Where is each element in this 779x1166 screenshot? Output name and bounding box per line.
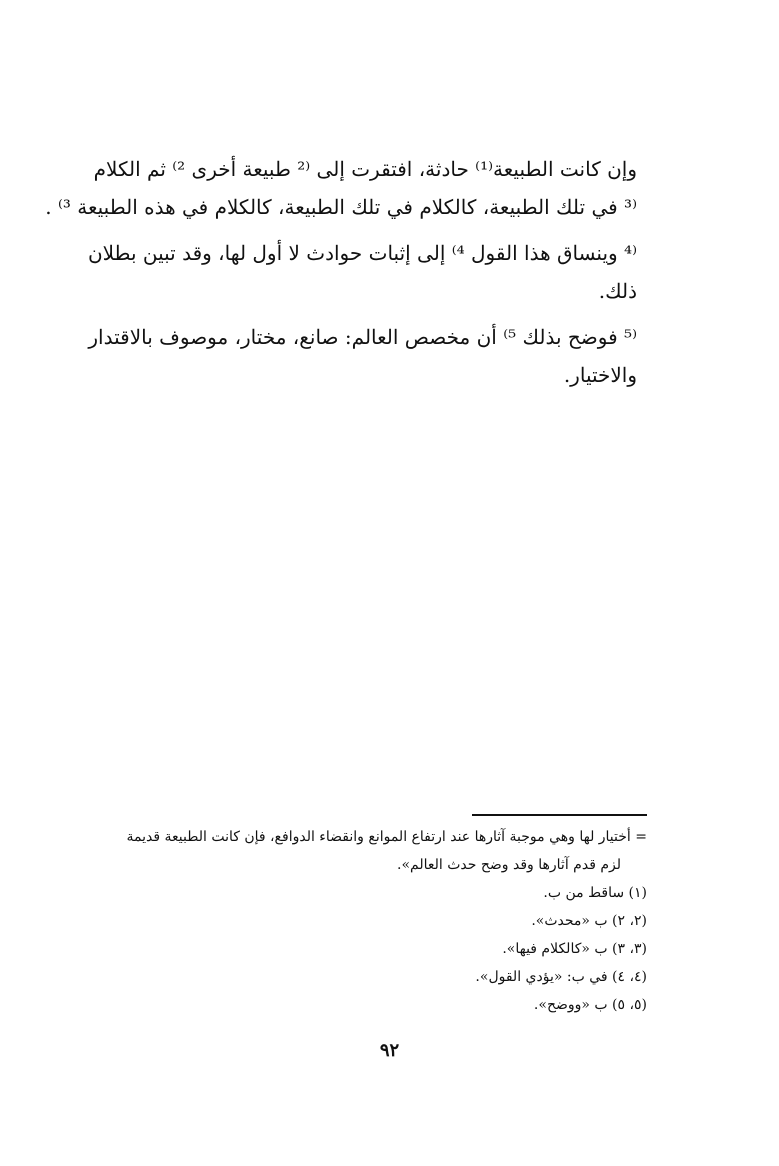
footnote-separator (472, 814, 647, 816)
footnote-continuation (87, 823, 647, 879)
footnote-item: (٢، ٢) ب «محدث». (531, 913, 647, 929)
footnote-line: لزم قدم آثارها وقد وضح حدث العالم». (397, 857, 621, 873)
page-number: ٩٢ (379, 1040, 400, 1061)
footnote-item: (١) ساقط من ب. (543, 885, 647, 901)
footnote-item: (٤، ٤) في ب: «يؤدي القول». (475, 969, 647, 985)
text-line: ذلك. (598, 279, 637, 303)
main-text (45, 150, 637, 402)
text-line: ⁽⁵ فوضح بذلك ⁵⁾ أن مخصص العالم: صانع، مختار، موصوف بالاقتدار (88, 325, 637, 349)
text-line: ⁽⁴ وينساق هذا القول ⁴⁾ إلى إثبات حوادث لا أول لها، وقد تبين بطلان (87, 241, 637, 265)
footnote-item: (٥، ٥) ب «ووضح». (533, 997, 647, 1013)
footnote-list (87, 879, 647, 1019)
footnotes (87, 823, 647, 1019)
footnote-line: = أختيار لها وهي موجبة آثارها عند ارتفاع الموانع وانقضاء الدوافع، فإن كانت الطبيعة قديمة (126, 829, 647, 845)
text-line: وإن كانت الطبيعة⁽¹⁾ حادثة، افتقرت إلى ⁽² طبيعة أخرى ²⁾ ثم الكلام (93, 157, 637, 181)
paragraph-1 (45, 150, 637, 226)
text-line: والاختيار. (563, 363, 637, 387)
text-line: ⁽³ في تلك الطبيعة، كالكلام في تلك الطبيعة، كالكلام في هذه الطبيعة ³⁾ . (45, 195, 637, 219)
paragraph-2 (77, 234, 637, 310)
paragraph-3 (77, 318, 637, 394)
footnote-item: (٣، ٣) ب «كالكلام فيها». (502, 941, 647, 957)
